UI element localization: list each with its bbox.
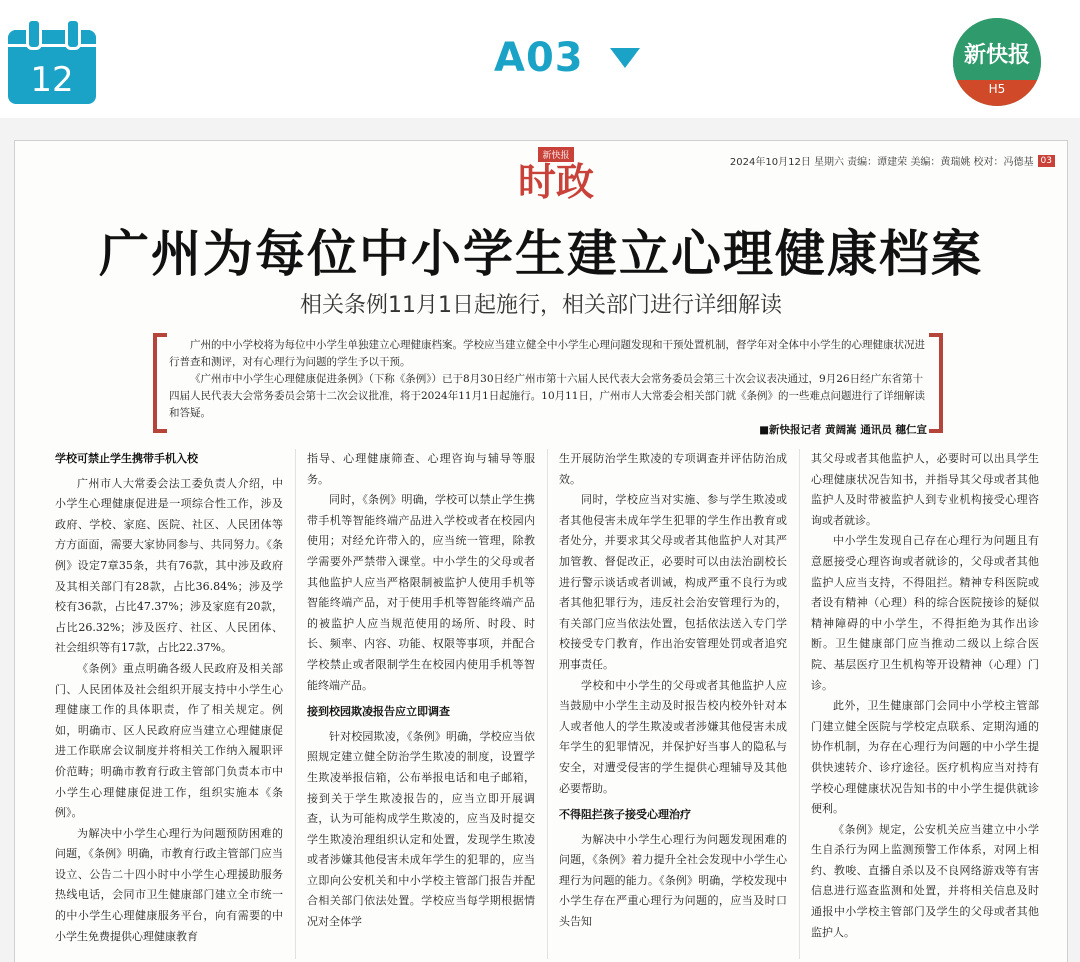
column-4	[811, 449, 1039, 959]
brand-sub: H5	[988, 82, 1006, 96]
page-selector[interactable]	[494, 30, 640, 86]
page-tag: 03	[1038, 155, 1055, 167]
dateline	[730, 153, 1055, 168]
paragraph: 同时，《条例》明确，学校可以禁止学生携带手机等智能终端产品进入学校或者在校园内使用；对经允许带入的，应当统一管理，除教学需要外严禁带入课堂。中小学生的父母或者其他监护人应当严格限制被监护人使用手机等智能终端产品，对于使用手机等智能终端产品的被监护人应当规范使用的场所、时段、时长、频率、内容、功能、权限等事项，并配合学校禁止或者限制学生在校园内使用手机等智能终端产品。	[307, 493, 535, 692]
bracket-left	[153, 333, 167, 433]
brand-logo	[953, 18, 1041, 106]
section-kicker: 新快报	[538, 147, 573, 162]
column-divider	[547, 449, 548, 959]
lead-paragraph: 《广州市中小学生心理健康促进条例》（下称《条例》）已于8月30日经广州市第十六届人民代表大会常务委员会第三十次会议表决通过，9月26日经广东省第十四届人民代表大会常务委员会第十二次会议批准，将于2024年11月1日起施行。10月11日，广州市人大常委会相关部门就《条例》的一些难点问题进行了详细解读和答疑。	[169, 373, 925, 419]
paragraph: 其父母或者其他监护人，必要时可以出具学生心理健康状况告知书，并指导其父母或者其他监护人及时带被监护人到专业机构接受心理咨询或者就诊。	[811, 452, 1039, 527]
section-header	[501, 143, 611, 204]
paragraph: 指导、心理健康筛查、心理咨询与辅导等服务。	[307, 452, 535, 486]
column-divider	[295, 449, 296, 959]
column-1	[55, 449, 283, 959]
chevron-down-icon	[610, 48, 640, 68]
paragraph: 生开展防治学生欺凌的专项调查并评估防治成效。	[559, 452, 787, 486]
paragraph: 为解决中小学生心理行为问题发现困难的问题，《条例》着力提升全社会发现中小学生心理行为问题的能力。《条例》明确，学校发现中小学生存在严重心理行为问题的，应当及时口头告知	[559, 832, 787, 929]
lead-paragraph: 广州的中小学校将为每位中小学生单独建立心理健康档案。学校应当建立健全中小学生心理问题发现和干预处置机制，督学年对全体中小学生的心理健康状况进行普查和测评，对有心理行为问题的学生予以干预。	[169, 339, 925, 368]
paragraph: 广州市人大常委会法工委负责人介绍，中小学生心理健康促进是一项综合性工作，涉及政府、学校、家庭、医院、社区、人民团体等方方面面，需要大家协同参与、共同努力。《条例》设定7章35条，共有76款，其中涉及政府及其相关部门有28款，占比36.84%；涉及学校有36款，占比47.37%；涉及家庭有20款，占比26.32%；涉及医疗、社区、人民团体、社会组织等有17款，占比22.37%。	[55, 476, 283, 655]
article-columns	[55, 449, 1045, 959]
calendar-icon[interactable]	[8, 16, 96, 104]
column-2	[307, 449, 535, 959]
paragraph: 中小学生发现自己存在心理行为问题且有意愿接受心理咨询或者就诊的，父母或者其他监护人应当支持，不得阻拦。精神专科医院或者设有精神（心理）科的综合医院接诊的疑似精神障碍的中小学生，不得拒绝为其作出诊断。卫生健康部门应当推动二级以上综合医院、基层医疗卫生机构等开设精神（心理）门诊。	[811, 534, 1039, 692]
column-3	[559, 449, 787, 959]
brand-name: 新快报	[963, 42, 1030, 68]
calendar-day: 12	[30, 60, 74, 100]
section-title: 时政	[517, 159, 594, 204]
paragraph: 《条例》规定，公安机关应当建立中小学生自杀行为网上监测预警工作体系，对网上相约、教唆、直播自杀以及不良网络游戏等有害信息进行巡查监测和处置，并将相关信息及时通报中小学校主管部门及学生的父母或者其他监护人。	[811, 822, 1039, 939]
column-divider	[799, 449, 800, 959]
paragraph: 《条例》重点明确各级人民政府及相关部门、人民团体及社会组织开展支持中小学生心理健康工作的具体职责，作了相关规定。例如，明确市、区人民政府应当建立心理健康促进工作联席会议制度并将相关工作纳入履职评价范畴；明确市教育行政主管部门负责本市中小学生心理健康促进工作，组织实施本《条例》。	[55, 661, 283, 820]
top-bar	[0, 0, 1080, 118]
headline: 广州为每位中小学生建立心理健康档案	[99, 224, 983, 283]
paragraph: 同时，学校应当对实施、参与学生欺凌或者其他侵害未成年学生犯罪的学生作出教育或者处分，并要求其父母或者其他监护人对其严加管教、督促改正，必要时可以由法治副校长进行警示谈话或者训诫，构成严重不良行为或者其他犯罪行为，违反社会治安管理行为的，有关部门应当依法处置，包括依法送入专门学校接受专门教育，作出治安管理处罚或者追究刑事责任。	[559, 493, 787, 671]
newspaper-page[interactable]	[14, 140, 1068, 962]
page-label: A03	[494, 35, 584, 81]
paragraph: 为解决中小学生心理行为问题预防困难的问题，《条例》明确，市教育行政主管部门应当设立、公告二十四小时中小学生心理援助服务热线电话，会同市卫生健康部门建立全市统一的中小学生心理健康服务平台，向有需要的中小学生免费提供心理健康教育	[55, 826, 283, 943]
bracket-right	[929, 333, 943, 433]
paragraph: 此外，卫生健康部门会同中小学校主管部门建立健全医院与学校定点联系、定期沟通的协作机制，为存在心理行为问题的中小学生提供快速转介、诊疗途径。医疗机构应当对持有学校心理健康状况告知书的中小学生提供就诊便利。	[811, 699, 1039, 816]
subhead: 相关条例11月1日起施行，相关部门进行详细解读	[300, 293, 782, 318]
subheading: 接到校园欺凌报告应立即调查	[307, 705, 450, 719]
lead-box	[153, 333, 943, 436]
byline: ■新快报记者 黄阔嵩 通讯员 穗仁宣	[759, 424, 927, 436]
subheading: 不得阻拦孩子接受心理治疗	[559, 808, 691, 822]
dateline-text: 2024年10月12日 星期六 责编：谭建荣 美编：黄瑞姚 校对：冯德基	[729, 157, 1034, 168]
subheading: 学校可禁止学生携带手机入校	[55, 452, 198, 465]
paragraph: 学校和中小学生的父母或者其他监护人应当鼓励中小学生主动及时报告校内校外针对本人或者他人的学生欺凌或者涉嫌其他侵害未成年学生的犯罪情况，并保护好当事人的隐私与安全，对遭受侵害的学生提供心理辅导及其他必要帮助。	[559, 678, 787, 795]
paragraph: 针对校园欺凌，《条例》明确，学校应当依照规定建立健全防治学生欺凌的制度，设置学生欺凌举报信箱，公布举报电话和电子邮箱，接到关于学生欺凌报告的，应当立即开展调查，认为可能构成学生欺凌的，应当及时提交学生欺凌治理组织认定和处置，发现学生欺凌或者涉嫌其他侵害未成年学生的犯罪的，应当立即向公安机关和中小学校主管部门报告并配合相关部门依法处置。学校应当每学期根据情况对全体学	[307, 729, 535, 929]
